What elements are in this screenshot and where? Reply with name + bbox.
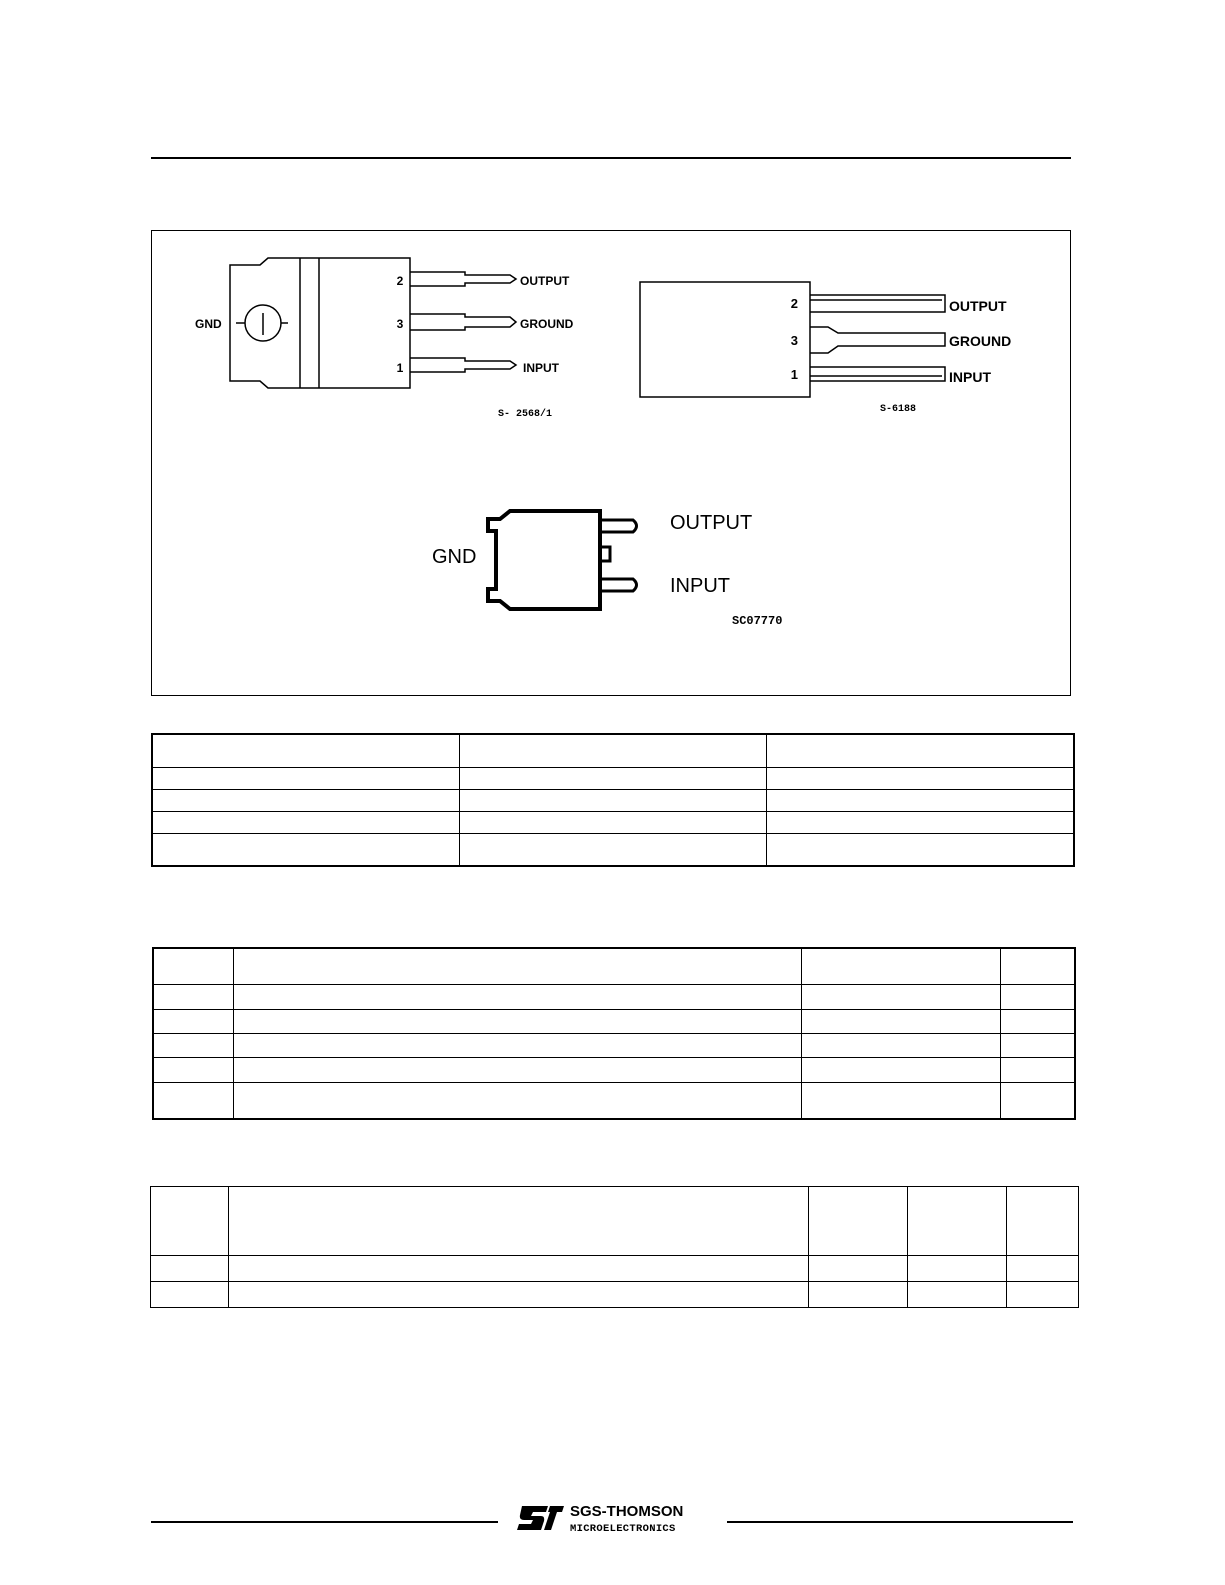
to220-pin-name: INPUT [523,361,559,375]
table-row [153,985,1075,1009]
table-row [152,767,1074,789]
st-logo-icon [517,1506,564,1530]
isowatt-pin-name: INPUT [949,369,991,385]
to220-pin-number: 3 [396,317,404,331]
table-row [151,1282,1079,1308]
brand-name: SGS-THOMSON [570,1503,684,1520]
table-row [153,1033,1075,1057]
table-row [153,948,1075,985]
isowatt-pin-name: OUTPUT [949,298,1007,314]
to220-package-diagram [180,255,600,435]
absolute-ratings-table [152,947,1076,1120]
table-row [152,833,1074,866]
isowatt-pin-number: 3 [790,333,798,348]
table-row [151,1256,1079,1282]
dpak-drawing-code: SC07770 [732,614,783,628]
isowatt-drawing-code: S-6188 [880,404,917,415]
dpak-gnd-label: GND [432,546,477,568]
footer-rule-right [727,1521,1073,1523]
table-row [152,734,1074,767]
isowatt-pin-number: 1 [790,367,798,382]
thermal-data-table [150,1186,1079,1308]
to220-drawing-code: S- 2568/1 [498,409,553,420]
to220-pin-name: GROUND [520,317,574,331]
header-rule [151,157,1071,159]
brand-subtitle: MICROELECTRONICS [570,1523,676,1535]
table-row [152,811,1074,833]
table-row [153,1082,1075,1119]
to220-pin-number: 2 [396,274,404,288]
dpak-input-label: INPUT [670,575,730,597]
isowatt-package-diagram [630,275,1050,425]
dpak-output-label: OUTPUT [670,512,753,534]
to220-gnd-label: GND [195,317,222,331]
sgs-thomson-logo [514,1500,729,1536]
footer-rule-left [151,1521,498,1523]
table-row [152,789,1074,811]
isowatt-pin-name: GROUND [949,333,1012,349]
to220-pin-name: OUTPUT [520,274,570,288]
to220-pin-number: 1 [396,361,404,375]
isowatt-pin-number: 2 [790,296,798,311]
table-row [153,1058,1075,1082]
table-row [151,1187,1079,1256]
dpak-package-diagram [420,495,840,645]
ordering-table [151,733,1075,867]
table-row [153,1009,1075,1033]
